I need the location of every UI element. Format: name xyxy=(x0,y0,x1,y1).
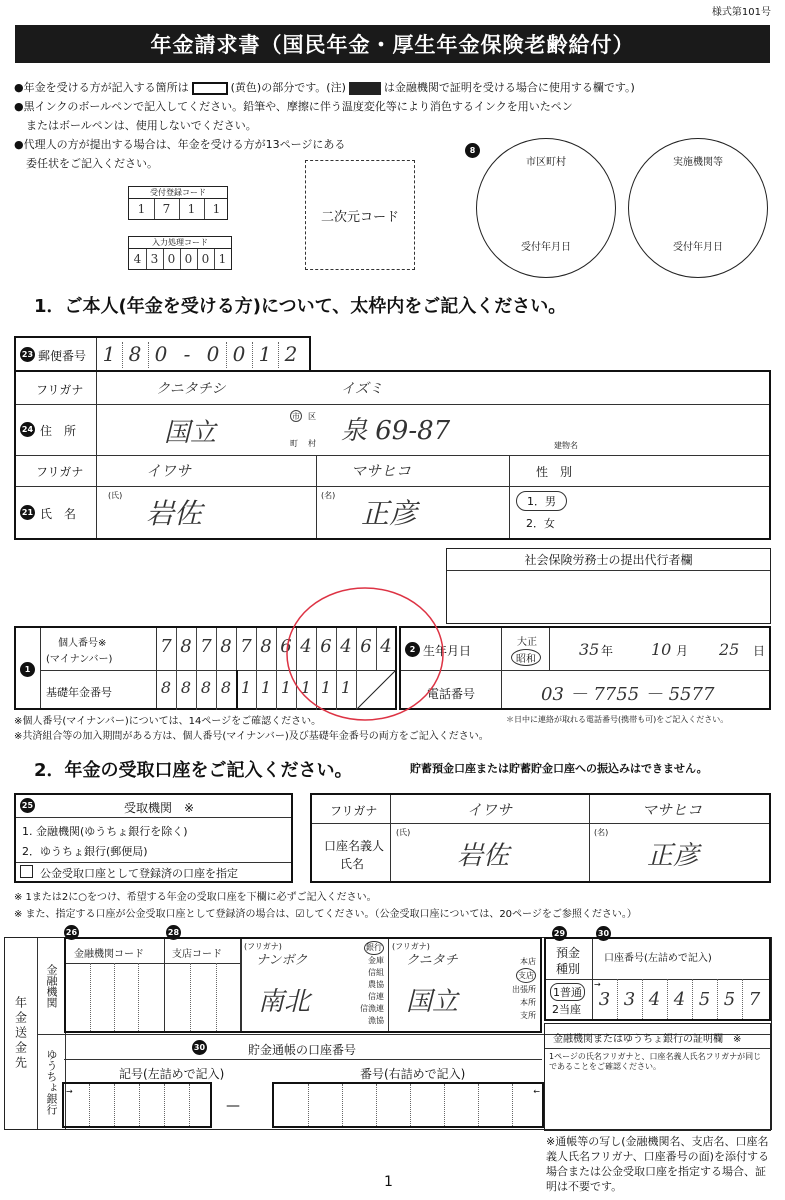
gender-female-option[interactable]: 2．女 xyxy=(526,517,555,530)
agent-box: 社会保険労務士の提出代行者欄 xyxy=(446,548,771,624)
page-number: 1 xyxy=(384,1174,393,1190)
passbook-dash: — xyxy=(226,1098,240,1114)
form-number: 様式第101号 xyxy=(711,7,771,18)
agency-stamp-circle: 実施機関等 受付年月日 xyxy=(628,138,768,278)
recv-option-bank[interactable]: 1. 金融機関(ゆうちょ銀行を除く) xyxy=(22,825,188,838)
birth-year-field[interactable]: 35 xyxy=(579,640,600,659)
note-line-4: ●代理人の方が提出する場合は、年金を受ける方が13ページにある xyxy=(14,138,346,151)
section2-heading-note: 貯蓄預金口座または貯蓄貯金口座への振込みはできません。 xyxy=(410,762,708,775)
note-line-5: 委任状をご記入ください。 xyxy=(26,157,158,170)
footnote: ※通帳等の写し(金融機関名、支店名、口座名義人氏名フリガナ、口座番号の面)を添付する場合または公金受取口座を指定する場合、証明は不要です。 xyxy=(546,1135,769,1193)
name-furigana-mei[interactable]: マサヒコ xyxy=(351,462,412,480)
note-line-1: ●年金を受ける方が記入する箇所は (黄色)の部分です。(注) は金融機関で証明を受ける場合に使用する欄です。) xyxy=(14,81,635,94)
note-line-3: またはボールペンは、使用しないでください。 xyxy=(26,119,257,132)
bango-field[interactable]: ← xyxy=(272,1082,544,1128)
acct-type-current[interactable]: 2当座 xyxy=(552,1003,581,1016)
postal-code-field[interactable]: 1 8 0 - 0 0 1 2 xyxy=(102,342,298,366)
mynumber-field[interactable]: 7 8 7 8 7 8 6 4 6 4 6 4 xyxy=(156,628,396,670)
recv-option-public: 公金受取口座として登録済の口座を指定 xyxy=(40,867,238,880)
note-line-2: ●黒インクのボールペンで記入してください。鉛筆や、摩擦に伴う温度変化等により消色するインクを用いたペン xyxy=(14,100,573,113)
section1-heading: 1．ご本人(年金を受ける方)について、太枠内をご記入ください。 xyxy=(34,296,567,317)
note-phone: ＊日中に連絡が取れる電話番号(携帯も可)をご記入ください。 xyxy=(506,715,729,724)
gender-male-option[interactable]: 1．男 xyxy=(516,491,567,511)
bank-info-frame: 26 金融機関コード 28 支店コード (フリガナ) ナンボク 南北 銀行 金庫 信組 農協 信連 信漁連 漁協 (フリガナ) クニタチ 国立 本店 支店 出張所 本所 支所 xyxy=(64,937,542,1033)
era-showa-option[interactable]: 昭和 xyxy=(511,649,541,666)
municipality-stamp-circle: 市区町村 受付年月日 xyxy=(476,138,616,278)
address-furigana-town[interactable]: イズミ xyxy=(341,381,383,397)
account-number-field[interactable]: → 3 3 4 4 5 5 7 xyxy=(592,979,769,1019)
postal-row: 23 郵便番号 1 8 0 - 0 0 1 2 xyxy=(14,336,311,372)
note-mynumber: ※個人番号(マイナンバー)については、14ページをご確認ください。 xyxy=(14,716,322,727)
red-circle-mark xyxy=(280,582,450,727)
phone-field[interactable]: 03 － 7755 － 5577 xyxy=(541,684,715,705)
yucho-passbook-area: 30 貯金通帳の口座番号 記号(左詰めで記入) 番号(右詰めで記入) xyxy=(64,1037,542,1130)
pension-destination-table: 年金送金先 金融機関 ゆうちょ銀行 xyxy=(4,937,772,1130)
branch-furigana-field[interactable]: クニタチ xyxy=(406,953,458,968)
account-holder-box: フリガナ 口座名義人 氏名 イワサ マサヒコ (氏) (名) 岩佐 正彦 xyxy=(310,793,771,883)
holder-furigana-sei[interactable]: イワサ xyxy=(467,801,513,819)
branch-name-field[interactable]: 国立 xyxy=(406,987,459,1017)
holder-sei-field[interactable]: 岩佐 xyxy=(457,841,510,871)
address-street-field[interactable]: 泉 69-87 xyxy=(341,416,451,446)
name-mei-field[interactable]: 正彦 xyxy=(361,497,418,530)
note-receiving-1: ※ 1または2に○をつけ、希望する年金の受取口座を下欄に必ずご記入ください。 xyxy=(14,892,377,903)
bank-type-list: 銀行 金庫 信組 農協 信連 信漁連 漁協 xyxy=(360,943,384,1025)
basic-pension-number-field[interactable]: 8 8 8 8 1 1 1 1 1 1 xyxy=(156,670,396,710)
input-code-box: 入力処理コード 4 3 0 0 0 1 xyxy=(128,236,232,270)
holder-furigana-mei[interactable]: マサヒコ xyxy=(642,801,703,819)
branch-type-list: 本店 支店 出張所 本所 支所 xyxy=(512,957,536,1020)
birth-month-field[interactable]: 10 xyxy=(651,640,672,659)
account-number-frame: 29 30 預金 種別 口座番号(左詰めで記入) 1普通 2当座 → 3 3 4 4 5 5 7 xyxy=(544,937,771,1021)
address-city-field[interactable]: 国立 xyxy=(164,418,217,448)
page-title: 年金請求書（国民年金・厚生年金保険老齢給付） xyxy=(15,25,770,63)
public-account-checkbox[interactable] xyxy=(20,865,33,878)
address-furigana-city[interactable]: クニタチシ xyxy=(156,381,226,397)
bank-name-field[interactable]: 南北 xyxy=(258,987,311,1017)
note-receiving-2: ※ また、指定する口座が公金受取口座として登録済の場合は、☑してください。（公金受取口座については、20ページをご参照ください。） xyxy=(14,909,637,920)
birth-phone-frame: 2 生年月日 電話番号 大正 昭和 35 年 10 月 25 日 03 － 7755 － 5577 xyxy=(399,626,771,710)
personal-info-frame: フリガナ クニタチシ イズミ 24 住 所 国立 市 区 町 村 泉 69-87 建物名 フリガナ イワサ マサヒコ 性 別 21 氏 名 (氏) (名) 岩佐 正彦 1．男 2．女 xyxy=(14,370,771,540)
stamp-number-badge: 8 xyxy=(465,143,480,158)
name-sei-field[interactable]: 岩佐 xyxy=(146,497,203,530)
kigo-field[interactable]: → xyxy=(62,1082,212,1128)
qr-code-placeholder: 二次元コード xyxy=(305,160,415,270)
receiving-institution-box: 25 受取機関 ※ 1. 金融機関(ゆうちょ銀行を除く) 2．ゆうちょ銀行(郵便局) 公金受取口座として登録済の口座を指定 xyxy=(14,793,293,883)
mynumber-frame: 1 個人番号※ (マイナンバー) 基礎年金番号 7 8 7 8 7 8 6 4 6 4 6 4 8 8 8 8 1 1 1 1 1 1 xyxy=(14,626,397,710)
acct-type-ordinary[interactable]: 1普通 xyxy=(550,983,585,1001)
reception-code-box: 受付登録コード 1 7 1 1 xyxy=(128,186,228,220)
note-kyosai: ※共済組合等の加入期間がある方は、個人番号(マイナンバー)及び基礎年金番号の両方をご記入ください。 xyxy=(14,731,489,742)
recv-option-yucho[interactable]: 2．ゆうちょ銀行(郵便局) xyxy=(22,845,148,858)
birth-day-field[interactable]: 25 xyxy=(719,640,740,659)
certification-box: 金融機関またはゆうちょ銀行の証明欄 ※ 1ページの氏名フリガナと、口座名義人氏名フリガナが同じであることをご確認ください。 xyxy=(544,1023,771,1131)
bank-furigana-field[interactable]: ナンボク xyxy=(256,953,308,968)
holder-mei-field[interactable]: 正彦 xyxy=(647,841,700,871)
section2-heading: 2．年金の受取口座をご記入ください。 xyxy=(34,760,353,781)
name-furigana-sei[interactable]: イワサ xyxy=(146,462,192,480)
